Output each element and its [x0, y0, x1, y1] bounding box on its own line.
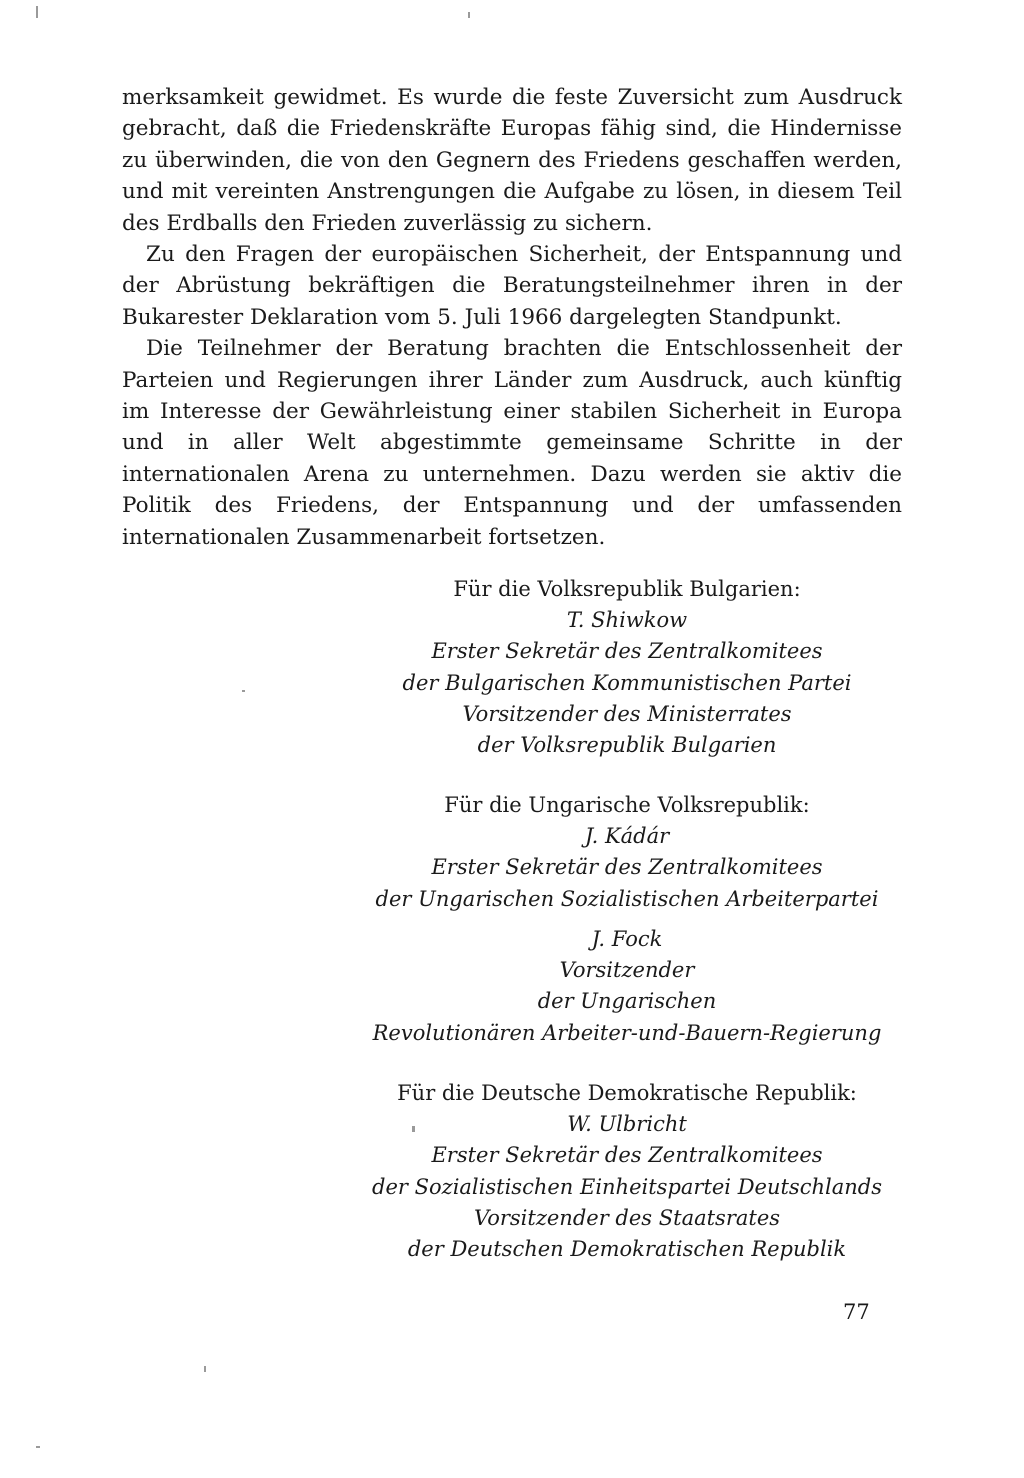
signature-block-gdr	[362, 1078, 892, 1265]
signatory-name: J. Fock	[591, 927, 663, 951]
signatory-name: J. Kádár	[584, 824, 670, 849]
signatory-title: Revolutionären Arbeiter-und-Bauern-Regierung	[372, 1020, 882, 1045]
signatory-title: Vorsitzender des Ministerrates	[462, 701, 792, 726]
signatory-title: der Volksrepublik Bulgarien	[477, 733, 777, 758]
signature-heading: Für die Ungarische Volksrepublik:	[444, 793, 810, 817]
signature-heading: Für die Deutsche Demokratische Republik:	[397, 1081, 857, 1105]
paragraph-security-questions: Zu den Fragen der europäischen Sicherheit, der Entspannung und der Abrüstung bekräftigen die Beratungsteilnehmer ihren in der Bukarester Deklaration vom 5. Juli 1966 dargelegten Standpunkt.	[122, 242, 902, 330]
signature-block-bulgaria	[362, 574, 892, 761]
scan-speck	[412, 1126, 415, 1132]
signatory-name: W. Ulbricht	[567, 1112, 687, 1137]
signatory-title: Erster Sekretär des Zentralkomitees	[431, 639, 823, 664]
signatory-name: T. Shiwkow	[566, 608, 688, 633]
signatory-title: der Sozialistischen Einheitspartei Deutschlands	[372, 1174, 882, 1199]
scan-speck	[36, 1446, 40, 1448]
signatory-title: der Deutschen Demokratischen Republik	[407, 1237, 847, 1262]
signatory-title: Erster Sekretär des Zentralkomitees	[431, 1143, 823, 1168]
page-number: 77	[843, 1300, 870, 1324]
paragraph-continuation: merksamkeit gewidmet. Es wurde die feste Zuversicht zum Ausdruck gebracht, daß die Friedenskräfte Europas fähig sind, die Hindernisse zu überwinden, die von den Gegnern des Friedens geschaffen werden, und mit vereinten Anstrengungen die Aufgabe zu lösen, in diesem Teil des Erdballs den Frieden zuverlässig zu sichern.	[122, 85, 902, 236]
signature-block-hungary	[362, 790, 892, 915]
signatory-title: Vorsitzender	[559, 958, 695, 983]
body-text	[122, 82, 902, 553]
scan-speck	[242, 690, 245, 692]
signatory-title: Erster Sekretär des Zentralkomitees	[431, 855, 823, 880]
signatory-title: der Bulgarischen Kommunistischen Partei	[402, 670, 852, 695]
scan-speck	[204, 1366, 206, 1372]
signature-block-hungary-second	[362, 924, 892, 1049]
signatory-title: Vorsitzender des Staatsrates	[473, 1205, 781, 1230]
signature-heading: Für die Volksrepublik Bulgarien:	[453, 577, 801, 601]
signatory-title: der Ungarischen Sozialistischen Arbeiterpartei	[375, 886, 879, 911]
scan-speck	[468, 12, 470, 18]
signatory-title: der Ungarischen	[537, 989, 717, 1014]
scan-speck	[36, 6, 38, 18]
paragraph-participants-resolve: Die Teilnehmer der Beratung brachten die Entschlossenheit der Parteien und Regierungen ihrer Länder zum Ausdruck, auch künftig im Interesse der Gewährleistung einer stabilen Sicherheit in Europa und in aller Welt abgestimmte gemeinsame Schritte in der internationalen Arena zu unternehmen. Dazu werden sie aktiv die Politik des Friedens, der Entspannung und der umfassenden internationalen Zusammenarbeit fortsetzen.	[122, 336, 902, 550]
